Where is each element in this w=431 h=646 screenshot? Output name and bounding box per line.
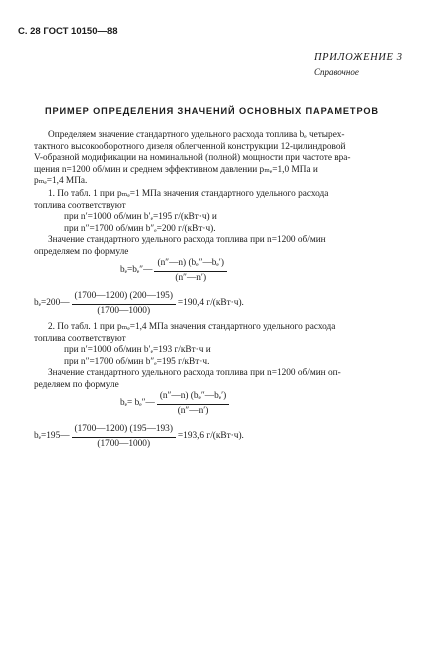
formula-intro-line: Значение стандартного удельного расхода топлива при n=1200 об/мин оп- <box>48 368 341 379</box>
section-1-text <box>34 189 397 259</box>
calculation-1 <box>34 291 244 317</box>
calc-result: =190,4 г/(кВт·ч). <box>177 298 244 309</box>
intro-line: pₘₑ=1,4 МПа. <box>34 176 88 187</box>
calc-lhs: bₑ=195— <box>34 431 70 442</box>
formula-numerator: (n″—n) (bₑ″—bₑ′) <box>157 391 229 405</box>
intro-line: V-образной модификации на номинальной (полной) мощности при частоте вра- <box>34 153 351 164</box>
intro-line: тактного высокооборотного дизеля облегченной конструкции 12-цилиндровой <box>34 141 346 152</box>
section-1-line: топлива соответствуют <box>34 200 126 211</box>
formula-lhs: bₑ= bₑ″— <box>120 398 155 409</box>
calc-result: =193,6 г/(кВт·ч). <box>177 431 244 442</box>
calc-numerator: (1700—1200) (200—195) <box>72 291 176 305</box>
calc-fraction <box>72 291 176 317</box>
formula-denominator: (n″—n′) <box>177 405 209 416</box>
condition-line: при n′=1000 об/мин b′ₑ=195 г/(кВт·ч) и <box>64 212 217 223</box>
formula-intro-line: ределяем по формуле <box>34 379 119 390</box>
section-2-line: 2. По табл. 1 при pₘₑ=1,4 МПа значения стандартного удельного расхода <box>48 322 336 332</box>
formula-fraction <box>154 258 226 284</box>
formula-intro-line: определяем по формуле <box>34 246 129 257</box>
page-header: С. 28 ГОСТ 10150—88 <box>18 26 118 37</box>
section-2-line: топлива соответствуют <box>34 333 126 344</box>
document-title: ПРИМЕР ОПРЕДЕЛЕНИЯ ЗНАЧЕНИЙ ОСНОВНЫХ ПАРАМЕТРОВ <box>45 106 379 116</box>
formula-2 <box>120 391 231 417</box>
calc-lhs: bₑ=200— <box>34 298 70 309</box>
calc-denominator: (1700—1000) <box>97 305 151 316</box>
intro-paragraph <box>34 130 397 188</box>
formula-intro-line: Значение стандартного удельного расхода топлива при n=1200 об/мин <box>48 235 326 246</box>
condition-line: при n″=1700 об/мин b″ₑ=195 г/кВт·ч. <box>64 356 210 367</box>
formula-denominator: (n″—n′) <box>175 272 207 283</box>
section-1-line: 1. По табл. 1 при pₘₑ=1 МПа значения стандартного удельного расхода <box>48 189 329 199</box>
condition-line: при n′=1000 об/мин b′ₑ=193 г/кВт·ч и <box>64 345 211 356</box>
condition-line: при n″=1700 об/мин b″ₑ=200 г/(кВт·ч). <box>64 223 216 234</box>
intro-line: Определяем значение стандартного удельного расхода топлива bₑ четырех- <box>48 130 345 140</box>
calc-fraction <box>72 424 176 450</box>
formula-numerator: (n″—n) (bₑ″—bₑ′) <box>154 258 226 272</box>
formula-1 <box>120 258 229 284</box>
calc-numerator: (1700—1200) (195—193) <box>72 424 176 438</box>
appendix-label: ПРИЛОЖЕНИЕ 3 <box>314 52 403 63</box>
appendix-type: Справочное <box>314 67 359 77</box>
calc-denominator: (1700—1000) <box>97 438 151 449</box>
formula-lhs: bₑ=bₑ″— <box>120 265 153 276</box>
intro-line: щения n=1200 об/мин и среднем эффективном давлении pₘₑ=1,0 МПа и <box>34 164 318 175</box>
calculation-2 <box>34 424 244 450</box>
formula-fraction <box>157 391 229 417</box>
section-2-text <box>34 322 397 392</box>
